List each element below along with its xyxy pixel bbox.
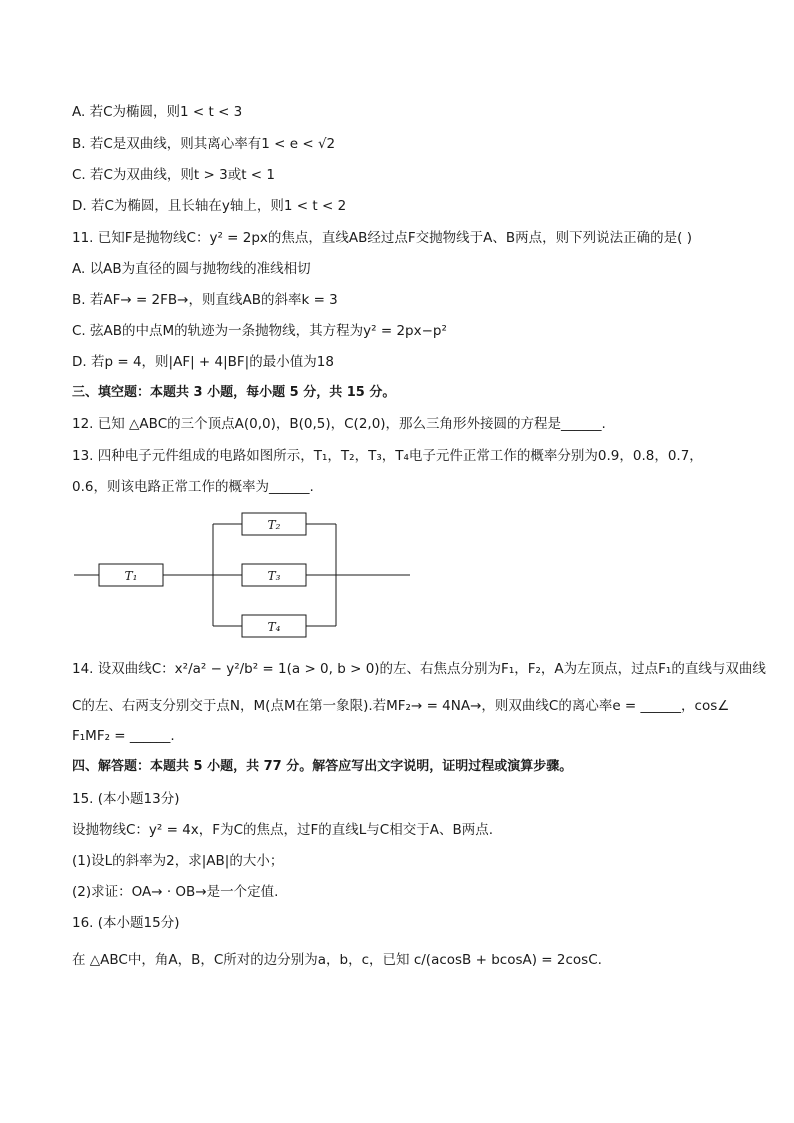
question-11: 11. 已知F是抛物线C：y² = 2px的焦点，直线AB经过点F交抛物线于A、B两点，则下列说法正确的是( ) — [72, 230, 692, 246]
t1-label: T₁ — [124, 569, 138, 583]
option-d-q10: D. 若C为椭圆，且长轴在y轴上，则1 < t < 2 — [72, 198, 347, 214]
question-13: 13. 四种电子元件组成的电路如图所示，T₁，T₂，T₃，T₄电子元件正常工作的概率分别为0.9，0.8，0.7， — [72, 448, 703, 464]
section-answer-heading: 四、解答题：本题共 5 小题，共 77 分。解答应写出文字说明，证明过程或演算步骤。 — [72, 759, 573, 774]
question-14-cont: C的左、右两支分别交于点N，M(点M在第一象限).若MF₂→ = 4NA→，则双曲线C的离心率e = ______，cos∠ — [72, 698, 730, 714]
option-b-q10: B. 若C是双曲线，则其离心率有1 < e < √2 — [72, 136, 336, 152]
option-a-q11: A. 以AB为直径的圆与抛物线的准线相切 — [72, 261, 311, 277]
question-13-cont: 0.6，则该电路正常工作的概率为______. — [72, 479, 314, 495]
circuit-diagram — [72, 505, 422, 645]
t2-label: T₂ — [267, 518, 281, 532]
question-15-stem: 设抛物线C：y² = 4x，F为C的焦点，过F的直线L与C相交于A、B两点. — [72, 822, 493, 838]
option-d-q11: D. 若p = 4，则|AF| + 4|BF|的最小值为18 — [72, 354, 334, 370]
question-14: 14. 设双曲线C：x²/a² − y²/b² = 1(a > 0, b > 0)的左、右焦点分别为F₁，F₂，A为左顶点，过点F₁的直线与双曲线 — [72, 661, 766, 677]
question-16-stem: 在 △ABC中，角A，B，C所对的边分别为a，b，c，已知 c/(acosB + bcosA) = 2cosC. — [72, 952, 602, 968]
option-b-q11: B. 若AF→ = 2FB→，则直线AB的斜率k = 3 — [72, 292, 338, 308]
t4-label: T₄ — [267, 620, 281, 634]
question-15-part1: (1)设L的斜率为2，求|AB|的大小； — [72, 853, 284, 869]
option-a-q10: A. 若C为椭圆，则1 < t < 3 — [72, 104, 243, 120]
option-c-q11: C. 弦AB的中点M的轨迹为一条抛物线，其方程为y² = 2px−p² — [72, 323, 447, 339]
t3-label: T₃ — [267, 569, 281, 583]
question-14-cont2: F₁MF₂ = ______. — [72, 728, 175, 744]
question-15-title: 15. (本小题13分) — [72, 791, 180, 807]
option-c-q10: C. 若C为双曲线，则t > 3或t < 1 — [72, 167, 275, 183]
section-fill-blank-heading: 三、填空题：本题共 3 小题，每小题 5 分，共 15 分。 — [72, 385, 396, 400]
question-12: 12. 已知 △ABC的三个顶点A(0,0)，B(0,5)，C(2,0)，那么三角形外接圆的方程是______. — [72, 416, 606, 432]
question-15-part2: (2)求证：OA→ · OB→是一个定值. — [72, 884, 279, 900]
question-16-title: 16. (本小题15分) — [72, 915, 180, 931]
